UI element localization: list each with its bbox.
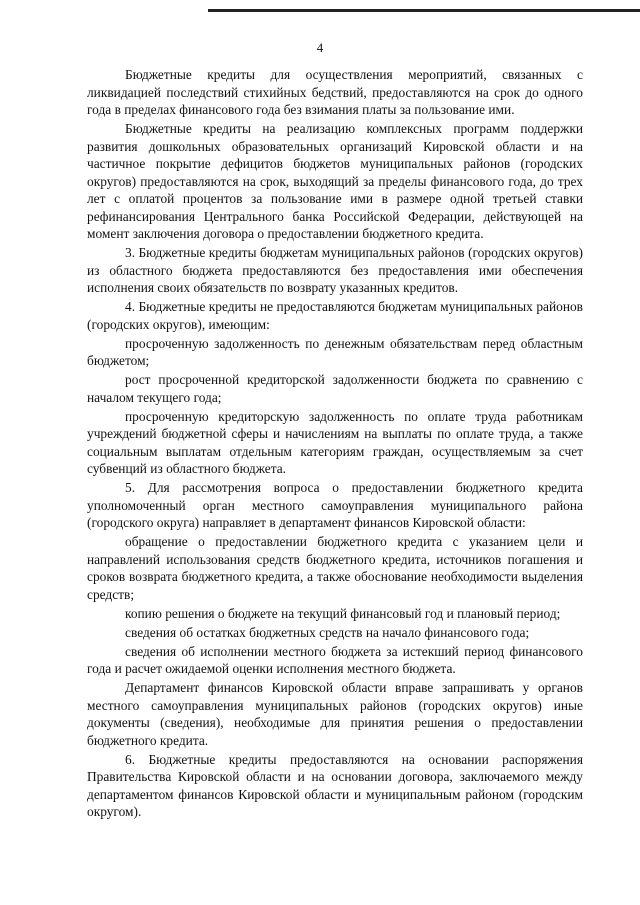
paragraph: копию решения о бюджете на текущий финансовый год и плановый период; <box>125 605 561 621</box>
paragraph: сведения об остатках бюджетных средств на начало финансового года; <box>125 624 530 640</box>
paragraph: Бюджетные кредиты на реализацию комплексных программ поддержки развития дошкольных образовательных организаций Кировской области и на частичное покрытие дефицитов бюджетов муниципальных районов (городских округов) предоставляются на срок, выходящий за пределы финансового года, до трех лет с оплатой процентов за пользование ими в размере одной третьей ставки рефинансирования Центрального банка Российской Федерации, действующей на момент заключения договора о предоставлении бюджетного кредита. <box>87 121 583 241</box>
paragraph: 6. Бюджетные кредиты предоставляются на основании распоряжения Правительства Кировской области и на основании договора, заключаемого между департаментом финансов Кировской области и муниципальным районом (городским округом). <box>87 751 583 819</box>
paragraph: Бюджетные кредиты для осуществления мероприятий, связанных с ликвидацией последствий стихийных бедствий, предоставляются на срок до одного года в пределах финансового года без взимания платы за пользование ими. <box>87 67 583 117</box>
paragraph: просроченную кредиторскую задолженность по оплате труда работникам учреждений бюджетной сферы и начислениям на выплаты по оплате труда, а также социальным выплатам отдельным категориям граждан, осуществляемым за счет субвенций из областного бюджета. <box>87 408 583 476</box>
page-number: 4 <box>316 40 324 55</box>
paragraph: 5. Для рассмотрения вопроса о предоставлении бюджетного кредита уполномоченный орган местного самоуправления муниципального района (городского округа) направляет в департамент финансов Кировской области: <box>87 480 583 530</box>
document-body <box>87 66 583 822</box>
paragraph: 3. Бюджетные кредиты бюджетам муниципальных районов (городских округов) из областного бюджета предоставляются без предоставления ими обеспечения исполнения своих обязательств по возврату указанных кредитов. <box>87 245 583 295</box>
paragraph: Департамент финансов Кировской области вправе запрашивать у органов местного самоуправления муниципальных районов (городских округов) иные документы (сведения), необходимые для принятия решения о предоставлении бюджетного кредита. <box>87 680 583 748</box>
paragraph: просроченную задолженность по денежным обязательствам перед областным бюджетом; <box>87 335 583 368</box>
paragraph: рост просроченной кредиторской задолженности бюджета по сравнению с началом текущего года; <box>87 372 583 405</box>
paragraph: 4. Бюджетные кредиты не предоставляются бюджетам муниципальных районов (городских округов), имеющим: <box>87 299 583 332</box>
scan-margin <box>0 0 640 8</box>
paragraph: обращение о предоставлении бюджетного кредита с указанием цели и направлений использования средств бюджетного кредита, источников погашения и сроков возврата бюджетного кредита, а также обоснование необходимости выделения средств; <box>87 534 583 602</box>
paragraph: сведения об исполнении местного бюджета за истекший период финансового года и расчет ожидаемой оценки исполнения местного бюджета. <box>87 643 583 676</box>
header-rule <box>208 9 640 12</box>
